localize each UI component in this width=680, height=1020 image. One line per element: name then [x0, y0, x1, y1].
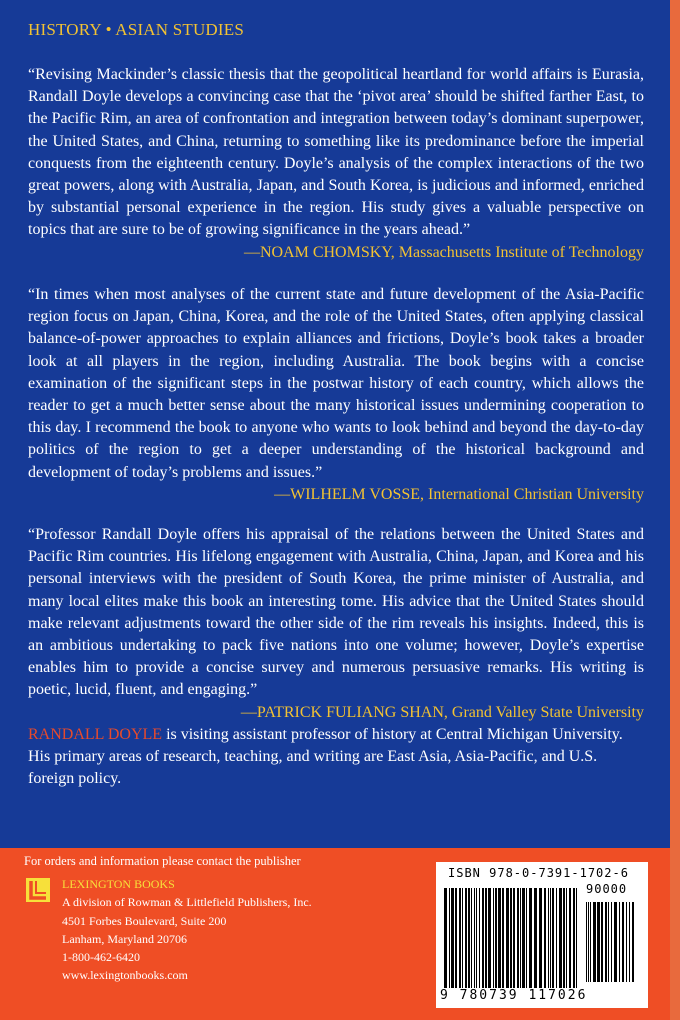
author-bio [28, 724, 644, 791]
barcode-bar [629, 902, 630, 982]
barcode-bar [529, 888, 532, 988]
barcode-bar [614, 902, 617, 982]
isbn-text: ISBN 978-0-7391-1702-6 [448, 866, 629, 880]
barcode-bar [517, 888, 519, 988]
barcode-bar [449, 888, 450, 988]
publisher-phone: 1-800-462-6420 [62, 950, 140, 965]
barcode-bar [479, 888, 480, 988]
category-heading: HISTORY • ASIAN STUDIES [28, 20, 244, 39]
barcode-bar [605, 902, 607, 982]
cover-edge [670, 0, 680, 1020]
barcode-bar [520, 888, 521, 988]
barcode-bar [474, 888, 475, 988]
publisher-website: www.lexingtonbooks.com [62, 968, 188, 983]
barcode-bar [563, 888, 565, 988]
barcode-bar [611, 902, 612, 982]
barcode-panel [436, 862, 648, 1008]
barcode-bar [451, 888, 454, 988]
endorsement-quote-1 [28, 64, 644, 264]
price-code: 90000 [586, 882, 628, 896]
quote-text: “In times when most analyses of the current state and future development of the Asia-Pacific region focus on Japan, China, Korea, and the role of the United States, often applying classical balance-of-power approaches to explain alliances and frictions, Doyle’s book takes a broader look at all players in the region, including Australia. The book begins with a concise examination of the significant steps in the postwar history of each country, which allows the reader to get a much better sense about the many historical issues undermining cooperation to this day. I recommend the book to anyone who wants to look behind and beyond the day-to-day politics of the region to get a deeper understanding of the historical background and development of today’s problems and issues.” [28, 286, 644, 481]
barcode-bar [550, 888, 551, 988]
barcode-bar [622, 902, 624, 982]
publisher-info [62, 875, 312, 985]
author-name: RANDALL DOYLE [28, 726, 163, 743]
barcode-bar [468, 888, 470, 988]
ean-barcode [444, 888, 580, 988]
barcode-bar [471, 888, 472, 988]
barcode-bar [476, 888, 477, 988]
barcode-bar [569, 888, 571, 988]
barcode-bar [576, 888, 577, 988]
price-barcode [586, 902, 638, 982]
barcode-bar [485, 888, 487, 988]
quote-text: “Professor Randall Doyle offers his appraisal of the relations between the United States and Pacific Rim countries. His lifelong engagement with Australia, China, Japan, and Korea and his personal interviews with the president of South Korea, the prime minister of Australia, and many local elites make this book an interesting tome. His advice that the United States should make relevant adjustments toward the other side of the rim reveals his insights. Indeed, this is an ambitious undertaking to pack five nations into one volume; however, Doyle’s expertise enables him to provide a concise survey and numerous persuasive remarks. His writing is poetic, lucid, fluent, and engaging.” [28, 526, 644, 699]
quote-author: —NOAM CHOMSKY, [243, 243, 395, 261]
order-note: For orders and information please contact the publisher [24, 854, 301, 868]
quote-affiliation: Grand Valley State University [447, 703, 644, 721]
ean-number: 9 780739 117026 [440, 988, 588, 1003]
barcode-bar [526, 888, 527, 988]
barcode-bar [482, 888, 484, 988]
barcode-bar [573, 888, 575, 988]
barcode-bar [544, 888, 546, 988]
barcode-bar [502, 888, 504, 988]
barcode-bar [590, 902, 591, 982]
publisher-address-1: 4501 Forbes Boulevard, Suite 200 [62, 913, 227, 928]
barcode-bar [593, 902, 596, 982]
barcode-bar [597, 902, 600, 982]
barcode-bar [459, 888, 461, 988]
quote-affiliation: Massachusetts Institute of Technology [394, 243, 644, 261]
barcode-bar [495, 888, 497, 988]
quote-text: “Revising Mackinder’s classic thesis that the geopolitical heartland for world affairs is Eurasia, Randall Doyle develops a convincing case that the ‘pivot area’ should be shifted farther East, to the Pacific Rim, an area of confrontation and integration between today’s dominant superpower, the United States, and China, returning to something like its predominance before the imperial conquests from the eighteenth century. Doyle’s analysis of the complex interactions of the two great powers, along with Australia, Japan, and South Korea, is judicious and informed, enriched by substantial personal experience in the region. His study gives a valuable perspective on topics that are sure to be of growing significance in the years ahead.” [28, 66, 644, 239]
barcode-bar [588, 902, 589, 982]
barcode-bar [552, 888, 554, 988]
barcode-bar [556, 888, 557, 988]
barcode-bar [548, 888, 549, 988]
endorsement-quote-3 [28, 524, 644, 724]
barcode-bar [493, 888, 494, 988]
endorsement-quote-2 [28, 284, 644, 506]
barcode-bar [608, 902, 609, 982]
publisher-address-2: Lanham, Maryland 20706 [62, 931, 187, 946]
barcode-bar [534, 888, 537, 988]
barcode-bar [566, 888, 567, 988]
barcode-bar [539, 888, 542, 988]
quote-author: —PATRICK FULIANG SHAN, [240, 703, 448, 721]
barcode-bar [619, 902, 620, 982]
quote-author: —WILHELM VOSSE, [274, 485, 425, 503]
quote-attribution [28, 702, 644, 724]
barcode-bar [586, 902, 587, 982]
barcode-bar [559, 888, 562, 988]
publisher-division: A division of Rowman & Littlefield Publishers, Inc. [62, 895, 312, 910]
barcode-bar [488, 888, 491, 988]
quote-affiliation: International Christian University [424, 485, 644, 503]
barcode-bar [601, 902, 603, 982]
lexington-logo-icon [26, 878, 50, 902]
quote-attribution [28, 242, 644, 264]
barcode-bar [498, 888, 501, 988]
barcode-bar [444, 888, 447, 988]
barcode-bar [510, 888, 512, 988]
barcode-bar [455, 888, 457, 988]
barcode-bar [626, 902, 627, 982]
quote-attribution [28, 484, 644, 506]
publisher-footer [0, 848, 670, 1020]
barcode-bar [513, 888, 515, 988]
publisher-name: LEXINGTON BOOKS [62, 877, 175, 891]
barcode-bar [632, 902, 634, 982]
barcode-bar [506, 888, 509, 988]
barcode-bar [522, 888, 525, 988]
barcode-bar [462, 888, 463, 988]
author-bio-text: is visiting assistant professor of history at Central Michigan University. His primary areas of research, teaching, and writing are East Asia, Asia-Pacific, and U.S. foreign policy. [28, 726, 623, 788]
barcode-bar [465, 888, 467, 988]
